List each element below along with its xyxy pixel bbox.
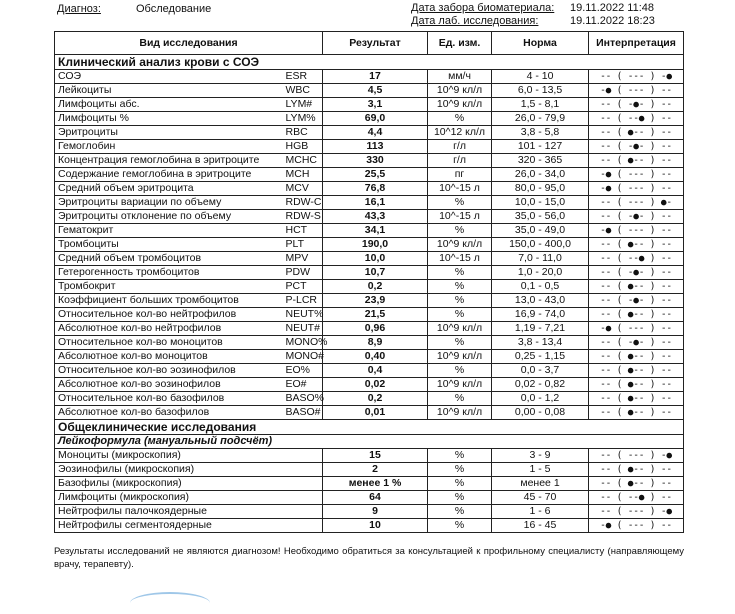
test-unit: % <box>428 491 492 505</box>
test-name: Коэффициент больших тромбоцитов <box>55 294 283 308</box>
test-norm: менее 1 <box>492 477 589 491</box>
test-interpretation: -- ( ●-- ) -- <box>589 280 684 294</box>
test-name: Абсолютное кол-во базофилов <box>55 406 283 420</box>
table-row <box>55 463 684 477</box>
table-row <box>55 477 684 491</box>
section-leukoformula <box>55 435 684 449</box>
test-interpretation: -- ( -●- ) -- <box>589 294 684 308</box>
table-row <box>55 392 684 406</box>
table-row <box>55 112 684 126</box>
test-unit: % <box>428 336 492 350</box>
test-norm: 26,0 - 79,9 <box>492 112 589 126</box>
col-header-norm: Норма <box>492 32 589 55</box>
test-interpretation: -- ( ●-- ) -- <box>589 477 684 491</box>
test-norm: 3 - 9 <box>492 449 589 463</box>
test-result: 0,96 <box>323 322 428 336</box>
test-norm: 1,5 - 8,1 <box>492 98 589 112</box>
table-row <box>55 182 684 196</box>
test-name: Относительное кол-во базофилов <box>55 392 283 406</box>
test-interpretation: -- ( ●-- ) -- <box>589 238 684 252</box>
test-code: RBC <box>283 126 323 140</box>
test-norm: 13,0 - 43,0 <box>492 294 589 308</box>
test-norm: 35,0 - 56,0 <box>492 210 589 224</box>
table-row <box>55 280 684 294</box>
table-row <box>55 505 684 519</box>
test-interpretation: -- ( -●- ) -- <box>589 210 684 224</box>
test-norm: 101 - 127 <box>492 140 589 154</box>
test-interpretation: -- ( -●- ) -- <box>589 98 684 112</box>
test-name: СОЭ <box>55 70 283 84</box>
test-unit: г/л <box>428 140 492 154</box>
test-name: Моноциты (микроскопия) <box>55 449 323 463</box>
table-row <box>55 322 684 336</box>
test-code: MPV <box>283 252 323 266</box>
test-interpretation: -- ( --● ) -- <box>589 112 684 126</box>
test-name: Концентрация гемоглобина в эритроците <box>55 154 283 168</box>
test-result: 15 <box>323 449 428 463</box>
table-row <box>55 364 684 378</box>
test-norm: 16 - 45 <box>492 519 589 533</box>
test-interpretation: -- ( --- ) ●- <box>589 196 684 210</box>
test-norm: 35,0 - 49,0 <box>492 224 589 238</box>
collection-date-label: Дата забора биоматериала: <box>411 2 555 14</box>
test-name: Базофилы (микроскопия) <box>55 477 323 491</box>
test-result: 25,5 <box>323 168 428 182</box>
report-header <box>0 0 735 32</box>
test-interpretation: -- ( -●- ) -- <box>589 140 684 154</box>
test-norm: 6,0 - 13,5 <box>492 84 589 98</box>
test-norm: 1,0 - 20,0 <box>492 266 589 280</box>
col-header-test: Вид исследования <box>55 32 323 55</box>
test-interpretation: -- ( --- ) -● <box>589 449 684 463</box>
test-name: Содержание гемоглобина в эритроците <box>55 168 283 182</box>
test-norm: 0,0 - 3,7 <box>492 364 589 378</box>
test-name: Абсолютное кол-во нейтрофилов <box>55 322 283 336</box>
test-code: LYM% <box>283 112 323 126</box>
test-norm: 0,00 - 0,08 <box>492 406 589 420</box>
test-name: Лимфоциты % <box>55 112 283 126</box>
test-name: Эритроциты <box>55 126 283 140</box>
test-unit: % <box>428 505 492 519</box>
test-result: 34,1 <box>323 224 428 238</box>
test-unit: % <box>428 308 492 322</box>
test-name: Гетерогенность тромбоцитов <box>55 266 283 280</box>
test-unit: пг <box>428 168 492 182</box>
test-norm: 1 - 5 <box>492 463 589 477</box>
test-norm: 320 - 365 <box>492 154 589 168</box>
table-row <box>55 140 684 154</box>
test-result: 16,1 <box>323 196 428 210</box>
table-row <box>55 252 684 266</box>
test-interpretation: -- ( ●-- ) -- <box>589 350 684 364</box>
test-interpretation: -● ( --- ) -- <box>589 224 684 238</box>
test-interpretation: -● ( --- ) -- <box>589 168 684 182</box>
test-unit: 10^9 кл/л <box>428 84 492 98</box>
test-unit: 10^-15 л <box>428 210 492 224</box>
test-norm: 0,02 - 0,82 <box>492 378 589 392</box>
test-interpretation: -- ( --● ) -- <box>589 252 684 266</box>
table-row <box>55 224 684 238</box>
table-row <box>55 154 684 168</box>
test-interpretation: -- ( ●-- ) -- <box>589 392 684 406</box>
test-name: Средний объем эритроцита <box>55 182 283 196</box>
test-code: MONO# <box>283 350 323 364</box>
test-norm: 7,0 - 11,0 <box>492 252 589 266</box>
section-cbc-title: Клинический анализ крови с СОЭ <box>55 55 684 70</box>
table-row <box>55 491 684 505</box>
test-name: Лимфоциты абс. <box>55 98 283 112</box>
test-name: Эозинофилы (микроскопия) <box>55 463 323 477</box>
test-code: BASO% <box>283 392 323 406</box>
test-norm: 3,8 - 13,4 <box>492 336 589 350</box>
test-norm: 80,0 - 95,0 <box>492 182 589 196</box>
test-code: MONO% <box>283 336 323 350</box>
test-name: Эритроциты вариации по объему <box>55 196 283 210</box>
test-unit: % <box>428 224 492 238</box>
col-header-unit: Ед. изм. <box>428 32 492 55</box>
test-norm: 1 - 6 <box>492 505 589 519</box>
section-general <box>55 420 684 435</box>
table-row <box>55 519 684 533</box>
results-table <box>54 31 684 533</box>
table-row <box>55 266 684 280</box>
test-interpretation: -- ( --- ) -● <box>589 70 684 84</box>
test-norm: 150,0 - 400,0 <box>492 238 589 252</box>
test-norm: 26,0 - 34,0 <box>492 168 589 182</box>
test-unit: 10^9 кл/л <box>428 322 492 336</box>
test-result: 0,4 <box>323 364 428 378</box>
table-row <box>55 378 684 392</box>
test-result: менее 1 % <box>323 477 428 491</box>
table-row <box>55 196 684 210</box>
test-norm: 0,1 - 0,5 <box>492 280 589 294</box>
test-norm: 0,25 - 1,15 <box>492 350 589 364</box>
test-interpretation: -● ( --- ) -- <box>589 182 684 196</box>
test-unit: % <box>428 463 492 477</box>
test-result: 2 <box>323 463 428 477</box>
test-name: Тромбоциты <box>55 238 283 252</box>
test-norm: 16,9 - 74,0 <box>492 308 589 322</box>
test-interpretation: -- ( ●-- ) -- <box>589 463 684 477</box>
test-code: BASO# <box>283 406 323 420</box>
test-unit: % <box>428 449 492 463</box>
test-unit: % <box>428 392 492 406</box>
test-result: 10 <box>323 519 428 533</box>
test-unit: % <box>428 280 492 294</box>
test-result: 0,2 <box>323 392 428 406</box>
section-leukoformula-title: Лейкоформула (мануальный подсчёт) <box>55 435 684 449</box>
test-result: 4,5 <box>323 84 428 98</box>
test-norm: 0,0 - 1,2 <box>492 392 589 406</box>
test-result: 21,5 <box>323 308 428 322</box>
test-result: 3,1 <box>323 98 428 112</box>
test-unit: % <box>428 112 492 126</box>
test-name: Тромбокрит <box>55 280 283 294</box>
test-result: 76,8 <box>323 182 428 196</box>
test-unit: % <box>428 477 492 491</box>
test-result: 0,02 <box>323 378 428 392</box>
test-interpretation: -● ( --- ) -- <box>589 519 684 533</box>
test-result: 23,9 <box>323 294 428 308</box>
test-interpretation: -- ( ●-- ) -- <box>589 406 684 420</box>
table-row <box>55 84 684 98</box>
test-code: NEUT% <box>283 308 323 322</box>
test-name: Эритроциты отклонение по объему <box>55 210 283 224</box>
test-name: Лейкоциты <box>55 84 283 98</box>
table-row <box>55 308 684 322</box>
test-code: MCHC <box>283 154 323 168</box>
test-name: Лимфоциты (микроскопия) <box>55 491 323 505</box>
test-unit: 10^9 кл/л <box>428 350 492 364</box>
test-result: 190,0 <box>323 238 428 252</box>
col-header-interpretation: Интерпретация <box>589 32 684 55</box>
test-result: 10,7 <box>323 266 428 280</box>
test-norm: 3,8 - 5,8 <box>492 126 589 140</box>
lab-date-value: 19.11.2022 18:23 <box>570 15 655 27</box>
test-unit: г/л <box>428 154 492 168</box>
logo-partial <box>130 592 210 614</box>
test-interpretation: -● ( --- ) -- <box>589 322 684 336</box>
test-result: 113 <box>323 140 428 154</box>
test-interpretation: -- ( --- ) -● <box>589 505 684 519</box>
test-code: PCT <box>283 280 323 294</box>
test-interpretation: -- ( ●-- ) -- <box>589 364 684 378</box>
table-row <box>55 168 684 182</box>
test-code: P-LCR <box>283 294 323 308</box>
test-unit: 10^9 кл/л <box>428 378 492 392</box>
disclaimer-note: Результаты исследований не являются диагнозом! Необходимо обратиться за консультацией к профильному специалисту (направляющему врачу, терапевту). <box>54 546 684 570</box>
table-row <box>55 406 684 420</box>
test-norm: 10,0 - 15,0 <box>492 196 589 210</box>
test-code: RDW-C <box>283 196 323 210</box>
test-unit: 10^-15 л <box>428 252 492 266</box>
collection-date-value: 19.11.2022 11:48 <box>570 2 655 14</box>
table-header-row <box>55 32 684 55</box>
test-code: MCH <box>283 168 323 182</box>
test-result: 64 <box>323 491 428 505</box>
test-result: 0,2 <box>323 280 428 294</box>
test-code: PLT <box>283 238 323 252</box>
lab-date-label: Дата лаб. исследования: <box>411 15 539 27</box>
test-interpretation: -- ( ●-- ) -- <box>589 308 684 322</box>
test-result: 330 <box>323 154 428 168</box>
test-code: HGB <box>283 140 323 154</box>
table-row <box>55 98 684 112</box>
test-code: HCT <box>283 224 323 238</box>
test-interpretation: -- ( ●-- ) -- <box>589 378 684 392</box>
table-row <box>55 449 684 463</box>
test-interpretation: -- ( -●- ) -- <box>589 336 684 350</box>
table-row <box>55 336 684 350</box>
test-code: NEUT# <box>283 322 323 336</box>
table-row <box>55 238 684 252</box>
test-result: 0,40 <box>323 350 428 364</box>
test-unit: % <box>428 266 492 280</box>
test-interpretation: -- ( ●-- ) -- <box>589 154 684 168</box>
test-unit: 10^9 кл/л <box>428 406 492 420</box>
test-code: PDW <box>283 266 323 280</box>
test-interpretation: -- ( ●-- ) -- <box>589 126 684 140</box>
test-name: Средний объем тромбоцитов <box>55 252 283 266</box>
table-row <box>55 70 684 84</box>
test-result: 0,01 <box>323 406 428 420</box>
test-interpretation: -- ( -●- ) -- <box>589 266 684 280</box>
table-row <box>55 126 684 140</box>
test-result: 69,0 <box>323 112 428 126</box>
table-row <box>55 350 684 364</box>
table-row <box>55 210 684 224</box>
test-unit: % <box>428 519 492 533</box>
test-code: RDW-S <box>283 210 323 224</box>
test-code: WBC <box>283 84 323 98</box>
section-cbc <box>55 55 684 70</box>
test-name: Абсолютное кол-во моноцитов <box>55 350 283 364</box>
test-interpretation: -- ( --● ) -- <box>589 491 684 505</box>
test-code: ESR <box>283 70 323 84</box>
col-header-result: Результат <box>323 32 428 55</box>
diagnosis-label: Диагноз: <box>57 3 101 15</box>
test-unit: % <box>428 196 492 210</box>
test-code: LYM# <box>283 98 323 112</box>
test-name: Относительное кол-во эозинофилов <box>55 364 283 378</box>
test-unit: 10^-15 л <box>428 182 492 196</box>
test-name: Относительное кол-во моноцитов <box>55 336 283 350</box>
test-result: 17 <box>323 70 428 84</box>
section-general-title: Общеклинические исследования <box>55 420 684 435</box>
test-norm: 45 - 70 <box>492 491 589 505</box>
test-name: Абсолютное кол-во эозинофилов <box>55 378 283 392</box>
test-unit: 10^9 кл/л <box>428 238 492 252</box>
test-code: EO# <box>283 378 323 392</box>
test-norm: 4 - 10 <box>492 70 589 84</box>
test-name: Нейтрофилы палочкоядерные <box>55 505 323 519</box>
test-unit: 10^12 кл/л <box>428 126 492 140</box>
test-interpretation: -● ( --- ) -- <box>589 84 684 98</box>
test-code: EO% <box>283 364 323 378</box>
test-result: 43,3 <box>323 210 428 224</box>
test-result: 10,0 <box>323 252 428 266</box>
test-unit: 10^9 кл/л <box>428 98 492 112</box>
test-unit: мм/ч <box>428 70 492 84</box>
test-result: 9 <box>323 505 428 519</box>
test-code: MCV <box>283 182 323 196</box>
test-name: Гематокрит <box>55 224 283 238</box>
test-result: 8,9 <box>323 336 428 350</box>
test-norm: 1,19 - 7,21 <box>492 322 589 336</box>
diagnosis-value: Обследование <box>136 3 212 15</box>
test-name: Нейтрофилы сегментоядерные <box>55 519 323 533</box>
test-result: 4,4 <box>323 126 428 140</box>
test-unit: % <box>428 364 492 378</box>
test-name: Гемоглобин <box>55 140 283 154</box>
test-unit: % <box>428 294 492 308</box>
test-name: Относительное кол-во нейтрофилов <box>55 308 283 322</box>
table-row <box>55 294 684 308</box>
